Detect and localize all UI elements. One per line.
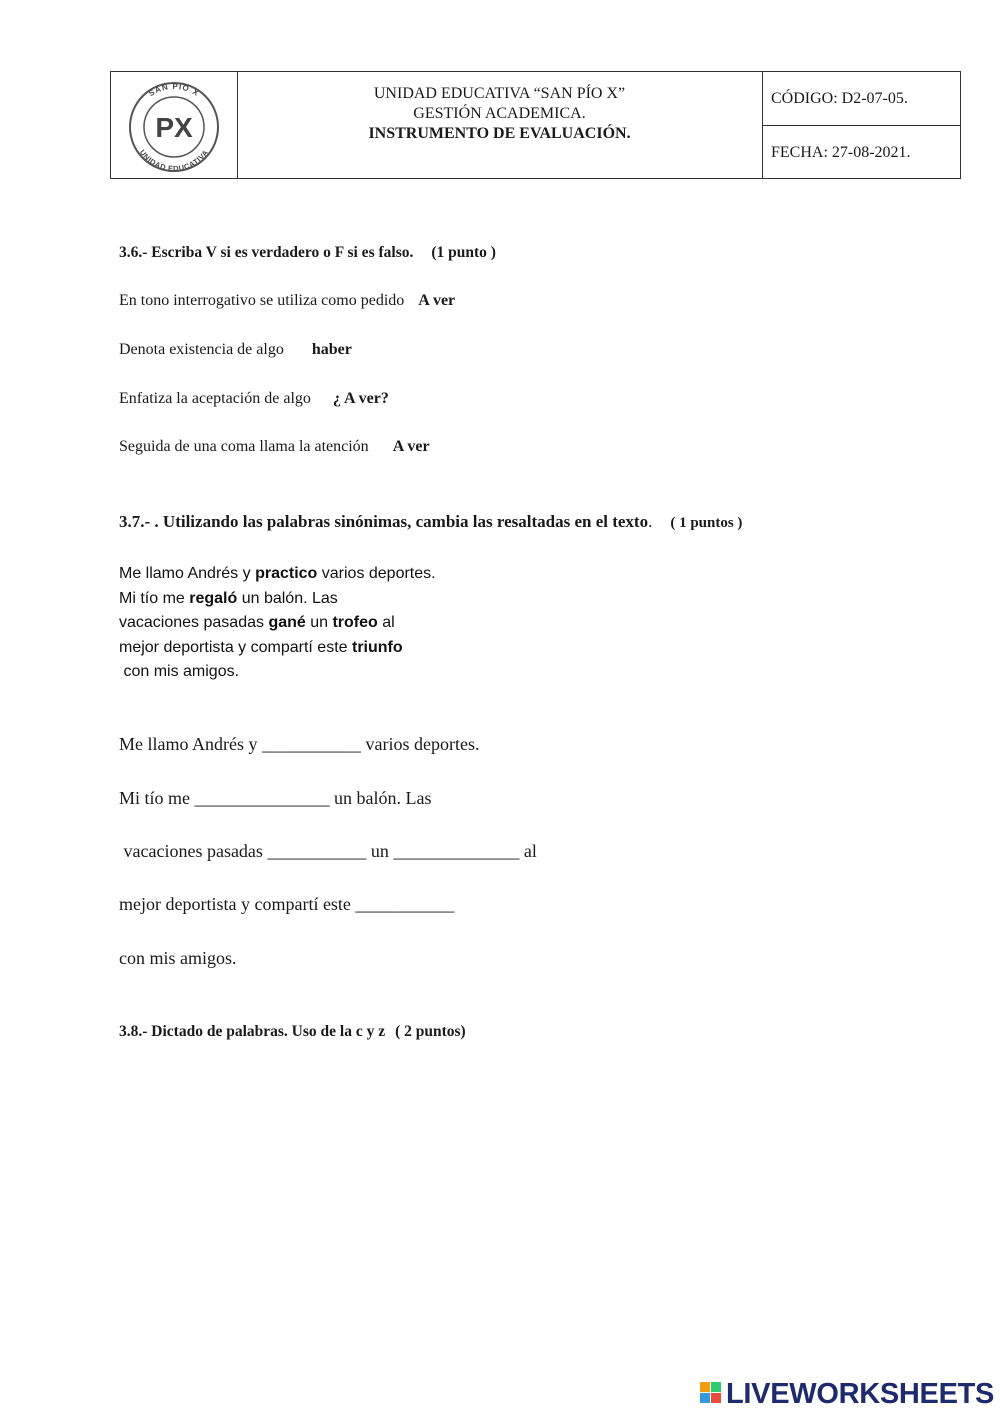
question-3-6-title (119, 244, 496, 262)
q36-item (119, 341, 352, 359)
text-run: al (377, 614, 395, 631)
q36-points: (1 punto ) (431, 244, 496, 261)
text-run: Mi tío me (119, 589, 190, 607)
text-run: mejor deportista y compartí este (119, 638, 352, 656)
q36-item-term: A ver (392, 438, 430, 455)
code-cell (762, 72, 960, 178)
text-run: un (305, 614, 333, 631)
q38-title-text: 3.8.- Dictado de palabras. Uso de la c y z (119, 1023, 386, 1040)
brand-text: LIVEWORKSHEETS (726, 1378, 995, 1410)
highlighted-word: practico (255, 565, 318, 582)
source-line (119, 562, 436, 587)
q37-title-text: Utilizando las palabras sinónimas, cambia las resaltadas en el texto (162, 512, 649, 531)
codigo: CÓDIGO: D2-07-05. (771, 90, 908, 107)
text-run: un balón. Las (237, 589, 338, 607)
fill-line: con mis amigos. (119, 948, 237, 968)
source-line (119, 636, 436, 661)
q37-points: ( 1 puntos ) (670, 515, 743, 531)
fecha: FECHA: 27-08-2021. (771, 144, 911, 161)
q37-dot: . (648, 512, 653, 531)
q37-prefix: 3.7.- . (119, 512, 163, 531)
q36-item-term: ¿ A ver? (332, 390, 389, 407)
text-run: vacaciones pasadas (119, 614, 269, 631)
q36-item-text: En tono interrogativo se utiliza como pedido (119, 292, 405, 309)
q36-item (119, 438, 430, 456)
q36-item (119, 390, 389, 408)
source-line (119, 611, 436, 636)
text-run: varios deportes. (317, 565, 436, 582)
q37-source-text (119, 562, 436, 685)
highlighted-word: regaló (189, 589, 238, 607)
source-line (119, 587, 436, 612)
highlighted-word: gané (268, 614, 306, 631)
header-line-3: INSTRUMENTO DE EVALUACIÓN. (368, 125, 631, 142)
fill-line[interactable]: vacaciones pasadas ___________ un ______________ al (119, 841, 537, 861)
q36-title-text: 3.6.- Escriba V si es verdadero o F si es falso. (119, 244, 414, 261)
q36-item-term: A ver (418, 292, 456, 309)
highlighted-word: triunfo (351, 638, 403, 656)
fill-line[interactable]: Mi tío me _______________ un balón. Las (119, 788, 432, 808)
q36-item-term: haber (311, 341, 352, 358)
q36-item-text: Seguida de una coma llama la atención (119, 438, 369, 455)
highlighted-word: trofeo (332, 614, 378, 631)
question-3-7-title (119, 512, 742, 532)
q38-points: ( 2 puntos) (395, 1023, 466, 1040)
document-header (110, 71, 961, 179)
header-line-2: GESTIÓN ACADEMICA. (413, 105, 586, 122)
svg-text:SAN PIO X (147, 82, 201, 98)
source-line: con mis amigos. (119, 663, 240, 680)
svg-text:UNIDAD EDUCATIVA (138, 148, 211, 173)
school-logo (111, 72, 237, 178)
logo-cell (111, 72, 238, 178)
text-run: Me llamo Andrés y (119, 565, 256, 582)
q36-item-text: Denota existencia de algo (119, 341, 284, 358)
code-row (762, 72, 960, 126)
q36-item (119, 292, 455, 310)
cube-logo-icon (700, 1382, 722, 1406)
logo-text-top: SAN PIO X (147, 81, 201, 99)
header-line-1: UNIDAD EDUCATIVA “SAN PÍO X” (373, 85, 626, 102)
fill-line[interactable]: Me llamo Andrés y ___________ varios deportes. (119, 734, 480, 754)
title-cell (237, 72, 763, 178)
logo-text-bottom: UNIDAD EDUCATIVA (137, 147, 211, 174)
fill-line[interactable]: mejor deportista y compartí este ___________ (119, 894, 455, 914)
logo-mark: PX (155, 112, 193, 143)
q36-item-text: Enfatiza la aceptación de algo (119, 390, 311, 407)
question-3-8-title (119, 1023, 466, 1041)
